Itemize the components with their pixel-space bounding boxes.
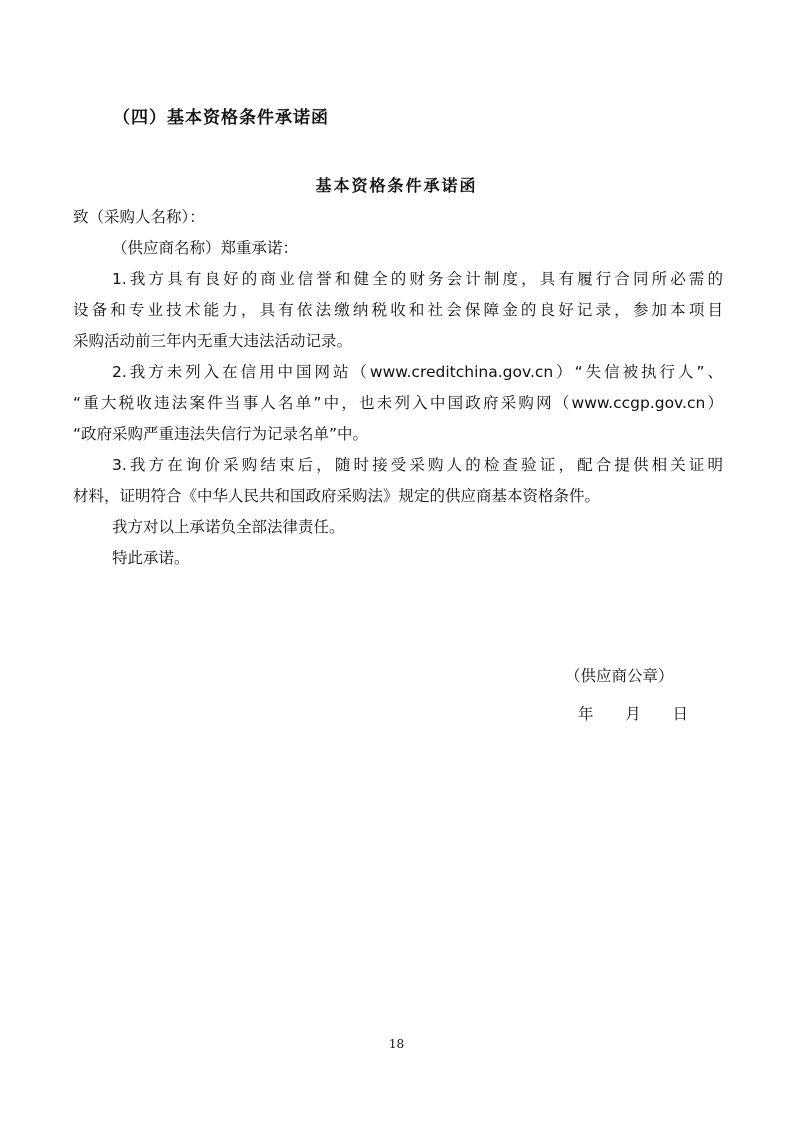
date-month: 月 <box>625 705 641 723</box>
section-heading: （四）基本资格条件承诺函 <box>113 108 329 128</box>
page-number: 18 <box>388 1037 405 1051</box>
clause-1-line-2: 设备和专业技术能力，具有依法缴纳税收和社会保障金的良好记录，参加本项目 <box>73 301 723 319</box>
clause-1-line-1: 1.我方具有良好的商业信誉和健全的财务会计制度，具有履行合同所必需的 <box>112 270 723 288</box>
promise-intro: （供应商名称）郑重承诺： <box>112 239 299 257</box>
closing-statement: 特此承诺。 <box>112 549 190 567</box>
addressee-line: 致（采购人名称）： <box>73 208 205 226</box>
date-year: 年 <box>578 705 594 723</box>
clause-2-line-3: “政府采购严重违法失信行为记录名单”中。 <box>73 425 369 443</box>
date-day: 日 <box>672 705 688 723</box>
letter-body <box>73 202 723 574</box>
supplier-seal-label: （供应商公章） <box>565 667 674 685</box>
clause-3-line-2: 材料，证明符合《中华人民共和国政府采购法》规定的供应商基本资格条件。 <box>73 487 601 505</box>
signature-date <box>578 702 688 724</box>
liability-statement: 我方对以上承诺负全部法律责任。 <box>112 518 345 536</box>
clause-2-line-1: 2.我方未列入在信用中国网站（www.creditchina.gov.cn）“失信被执行人”、 <box>112 363 723 381</box>
document-title: 基本资格条件承诺函 <box>315 176 478 195</box>
clause-2-line-2: “重大税收违法案件当事人名单”中，也未列入中国政府采购网（www.ccgp.gov.cn） <box>73 394 723 412</box>
clause-3-line-1: 3.我方在询价采购结束后，随时接受采购人的检查验证，配合提供相关证明 <box>112 456 723 474</box>
clause-1-line-3: 采购活动前三年内无重大违法活动记录。 <box>73 332 353 350</box>
